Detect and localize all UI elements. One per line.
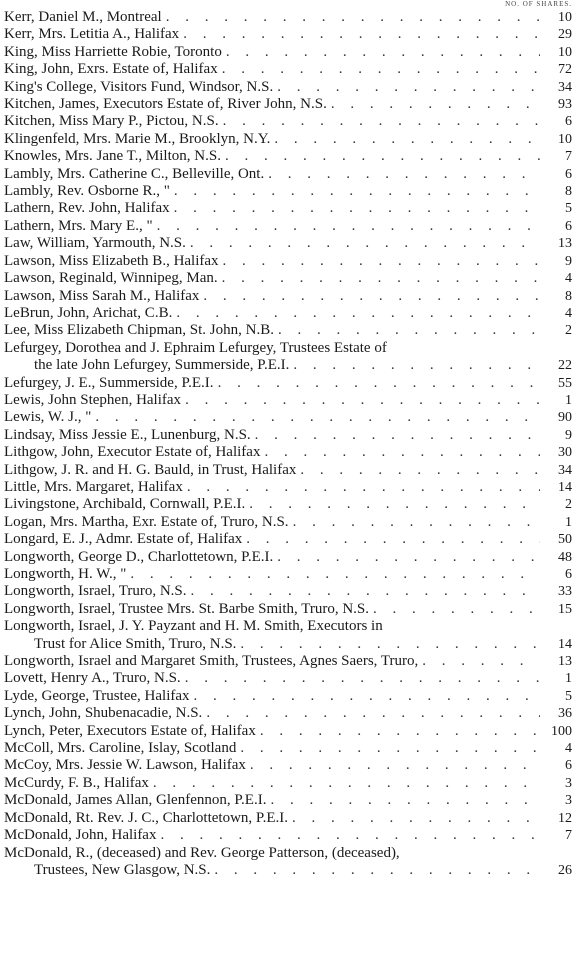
share-count: 6 [565,166,572,182]
shareholder-entry [0,183,580,200]
shareholder-name: Longworth, H. W., " [4,566,127,582]
share-count: 2 [565,323,572,339]
shareholder-name: LeBrun, John, Arichat, C.B. [4,304,173,321]
share-count: 8 [565,184,572,200]
leader-dots [191,583,541,600]
leader-dots [292,810,540,827]
shareholder-entry [0,44,580,61]
entry-line [4,757,572,774]
share-count: 93 [558,97,572,113]
share-count: 33 [558,584,572,600]
shareholder-entry [0,845,580,880]
shareholder-entry [0,827,580,844]
leader-dots [278,322,540,339]
leader-dots [293,357,540,374]
share-count: 13 [558,654,572,670]
entry-line [4,409,572,426]
shareholder-name: Livingstone, Archibald, Cornwall, P.E.I. [4,496,246,513]
shareholder-name: Lathern, Mrs. Mary E., " [4,217,153,234]
leader-dots [185,392,540,409]
leader-dots [270,792,540,809]
shareholder-entry [0,200,580,217]
shareholder-entry [0,514,580,531]
shareholder-entry [0,705,580,722]
shareholder-name: Longworth, Israel, J. Y. Payzant and H. M. Smith, Executors in [4,618,383,635]
shareholder-name: Knowles, Mrs. Jane T., Milton, N.S. [4,148,221,165]
shareholder-name: Lathern, Rev. John, Halifax [4,200,170,217]
share-count: 36 [558,706,572,722]
share-count: 1 [565,392,572,408]
share-count: 7 [565,149,572,165]
leader-dots [187,479,540,496]
shareholder-name: Trustees, New Glasgow, N.S. [34,861,211,878]
shareholder-name: Kerr, Daniel M., Montreal [4,9,162,25]
shareholder-entry [0,792,580,809]
shareholder-name: Lewis, John Stephen, Halifax [4,391,182,408]
shareholder-name: Kerr, Mrs. Letitia A., Halifax [4,26,180,43]
entry-line [4,322,572,339]
leader-dots [260,723,540,740]
shareholder-entry [0,601,580,618]
shareholder-name: Lynch, Peter, Executors Estate of, Halifax [4,722,256,739]
share-count: 55 [558,375,572,391]
share-count: 6 [565,567,572,582]
leader-dots [190,235,540,252]
shareholder-name: McDonald, R., (deceased) and Rev. George Patterson, (deceased), [4,844,400,861]
entry-line [4,740,572,757]
shareholder-entry [0,288,580,305]
leader-dots [130,566,540,583]
shareholder-entry [0,549,580,566]
entry-line [4,131,572,148]
shareholder-name: McDonald, James Allan, Glenfennon, P.E.I. [4,792,267,809]
shareholder-name: Lithgow, John, Executor Estate of, Halifax [4,444,261,461]
leader-dots [183,26,540,43]
entry-line [4,183,572,200]
shareholder-name: Longard, E. J., Admr. Estate of, Halifax [4,531,243,548]
leader-dots [277,79,540,96]
leader-dots [174,200,540,217]
share-count: 29 [558,27,572,43]
shareholder-entry [0,148,580,165]
share-count: 5 [565,688,572,704]
share-count: 4 [565,271,572,287]
shareholder-name: King's College, Visitors Fund, Windsor, N.S. [4,78,274,95]
leader-dots [176,305,540,322]
shareholder-name: McCoy, Mrs. Jessie W. Lawson, Halifax [4,757,246,774]
leader-dots [153,775,540,792]
shareholder-entry [0,810,580,827]
leader-dots [222,61,540,78]
shareholder-name: Lynch, John, Shubenacadie, N.S. [4,705,203,722]
shareholder-entry [0,583,580,600]
shares-column-heading: NO. OF SHARES. [505,0,572,8]
leader-dots [174,183,540,200]
share-count: 50 [558,532,572,548]
share-count: 1 [565,671,572,687]
shareholder-entry [0,496,580,513]
entry-line [4,496,572,513]
shareholder-name: Lefurgey, J. E., Summerside, P.E.I. [4,374,214,391]
leader-dots [331,96,540,113]
shareholder-name: Lindsay, Miss Jessie E., Lunenburg, N.S. [4,426,251,443]
shareholder-entry [0,79,580,96]
leader-dots [166,9,540,26]
share-count: 8 [565,288,572,304]
leader-dots [225,148,540,165]
leader-dots [264,444,540,461]
entry-line [4,253,572,270]
leader-dots [240,636,540,653]
entry-line [4,96,572,113]
entry-line [4,166,572,183]
leader-dots [240,740,540,757]
entry-line [4,9,572,26]
leader-dots [157,218,540,235]
shareholder-name: Kitchen, James, Executors Estate of, River John, N.S. [4,96,327,113]
shareholder-entry [0,409,580,426]
share-count: 1 [565,514,572,530]
entry-line [4,862,572,879]
entry-line [4,583,572,600]
shareholder-entry [0,392,580,409]
entry-line [4,26,572,43]
leader-dots [95,409,540,426]
share-count: 5 [565,201,572,217]
shareholder-list [0,9,580,879]
entry-line [4,549,572,566]
leader-dots [206,705,540,722]
shareholder-name: Lewis, W. J., " [4,409,92,426]
shareholder-name: Lyde, George, Trustee, Halifax [4,687,190,704]
leader-dots [222,270,540,287]
leader-dots [223,113,540,130]
share-count: 6 [565,758,572,774]
shareholder-name: Lambly, Rev. Osborne R., " [4,183,170,200]
share-count: 4 [565,741,572,757]
share-count: 12 [558,810,572,826]
entry-line [4,79,572,96]
shareholder-entry [0,131,580,148]
shareholder-entry [0,688,580,705]
shareholder-entry [0,427,580,444]
leader-dots [246,531,540,548]
shareholder-name: Little, Mrs. Margaret, Halifax [4,478,183,495]
leader-dots [160,827,540,844]
share-count: 10 [558,10,572,25]
shareholder-name: Lee, Miss Elizabeth Chipman, St. John, N.B. [4,322,274,339]
share-count: 9 [565,253,572,269]
leader-dots [203,288,540,305]
entry-line [4,479,572,496]
share-count: 13 [558,236,572,252]
shareholder-entry [0,723,580,740]
share-count: 48 [558,549,572,565]
share-count: 10 [558,44,572,60]
shareholder-name: Lawson, Miss Sarah M., Halifax [4,287,200,304]
entry-line [4,235,572,252]
leader-dots [249,496,540,513]
shareholder-entry [0,218,580,235]
shareholder-entry [0,670,580,687]
shareholder-entry [0,322,580,339]
shareholder-name: Longworth, George D., Charlottetown, P.E.I. [4,548,274,565]
entry-line [4,375,572,392]
shareholder-name: McDonald, John, Halifax [4,827,157,844]
entry-line [4,392,572,409]
entry-line [4,148,572,165]
leader-dots [214,862,540,879]
entry-line [4,444,572,461]
leader-dots [185,670,540,687]
share-count: 2 [565,497,572,513]
entry-line [4,566,572,583]
shareholder-entry [0,96,580,113]
entry-line [4,427,572,444]
shareholder-entry [0,253,580,270]
leader-dots [422,653,540,670]
shareholder-entry [0,618,580,653]
share-count: 3 [565,775,572,791]
shareholder-entry [0,444,580,461]
shareholder-entry [0,305,580,322]
shareholder-name: Lambly, Mrs. Catherine C., Belleville, Ont. [4,165,265,182]
shareholder-name: Lithgow, J. R. and H. G. Bauld, in Trust, Halifax [4,461,297,478]
entry-line [4,775,572,792]
leader-dots [277,549,540,566]
leader-dots [255,427,540,444]
shareholder-name: Longworth, Israel and Margaret Smith, Trustees, Agnes Saers, Truro, [4,653,419,670]
entry-line [4,514,572,531]
entry-line [4,61,572,78]
entry-line [4,462,572,479]
entry-line [4,670,572,687]
entry-line [4,705,572,722]
shareholder-name: Longworth, Israel, Truro, N.S. [4,583,187,600]
shareholder-name: Klingenfeld, Mrs. Marie M., Brooklyn, N.Y. [4,130,271,147]
shareholder-name: Trust for Alice Smith, Truro, N.S. [34,635,237,652]
leader-dots [223,253,540,270]
shareholder-entry [0,26,580,43]
share-count: 3 [565,793,572,809]
leader-dots [373,601,540,618]
entry-line [4,618,572,635]
entry-line [4,827,572,844]
shareholder-name: McDonald, Rt. Rev. J. C., Charlottetown, P.E.I. [4,809,289,826]
shareholder-entry [0,340,580,375]
shareholder-entry [0,113,580,130]
shareholder-name: Lovett, Henry A., Truro, N.S. [4,670,181,687]
leader-dots [250,757,540,774]
share-count: 34 [558,79,572,95]
entry-line [4,200,572,217]
leader-dots [300,462,540,479]
entry-line [4,601,572,618]
entry-line [4,845,572,862]
shareholder-name: Law, William, Yarmouth, N.S. [4,235,186,252]
share-count: 10 [558,131,572,147]
shareholder-entry [0,235,580,252]
share-count: 72 [558,62,572,78]
entry-line [4,357,572,374]
share-count: 6 [565,114,572,130]
entry-line [4,270,572,287]
share-count: 9 [565,427,572,443]
share-count: 26 [558,862,572,878]
shareholder-entry [0,270,580,287]
shareholder-entry [0,166,580,183]
entry-line [4,636,572,653]
entry-line [4,792,572,809]
entry-line [4,305,572,322]
shareholder-name: Lawson, Reginald, Winnipeg, Man. [4,270,218,287]
leader-dots [226,44,540,61]
shareholder-entry [0,479,580,496]
shareholder-name: King, Miss Harriette Robie, Toronto [4,43,222,60]
shareholder-name: the late John Lefurgey, Summerside, P.E.I. [34,357,290,374]
share-count: 100 [551,723,572,739]
shareholder-name: Lawson, Miss Elizabeth B., Halifax [4,252,219,269]
shareholder-entry [0,531,580,548]
share-count: 14 [558,636,572,652]
share-count: 7 [565,828,572,844]
share-count: 15 [558,601,572,617]
shareholder-name: McCurdy, F. B., Halifax [4,774,149,791]
shareholder-entry [0,740,580,757]
leader-dots [274,131,540,148]
shareholder-entry [0,775,580,792]
share-count: 90 [558,410,572,426]
share-count: 22 [558,358,572,374]
entry-line [4,288,572,305]
share-count: 14 [558,479,572,495]
shareholder-name: King, John, Exrs. Estate of, Halifax [4,61,218,78]
shareholder-name: Kitchen, Miss Mary P., Pictou, N.S. [4,113,219,130]
leader-dots [293,514,540,531]
entry-line [4,531,572,548]
entry-line [4,688,572,705]
share-count: 4 [565,305,572,321]
entry-line [4,723,572,740]
entry-line [4,810,572,827]
shareholder-entry [0,462,580,479]
shareholder-entry [0,653,580,670]
shareholder-entry [0,61,580,78]
shareholder-name: Lefurgey, Dorothea and J. Ephraim Lefurgey, Trustees Estate of [4,339,387,356]
shareholder-name: McColl, Mrs. Caroline, Islay, Scotland [4,740,237,757]
entry-line [4,340,572,357]
share-count: 30 [558,445,572,461]
share-count: 34 [558,462,572,478]
shareholder-entry [0,757,580,774]
leader-dots [218,375,540,392]
entry-line [4,218,572,235]
shareholder-entry [0,9,580,26]
entry-line [4,653,572,670]
entry-line [4,113,572,130]
leader-dots [268,166,540,183]
shareholder-name: Longworth, Israel, Trustee Mrs. St. Barbe Smith, Truro, N.S. [4,600,370,617]
share-count: 6 [565,218,572,234]
leader-dots [194,688,540,705]
shareholder-entry [0,375,580,392]
shareholder-entry [0,566,580,583]
shareholder-name: Logan, Mrs. Martha, Exr. Estate of, Truro, N.S. [4,513,289,530]
entry-line [4,44,572,61]
